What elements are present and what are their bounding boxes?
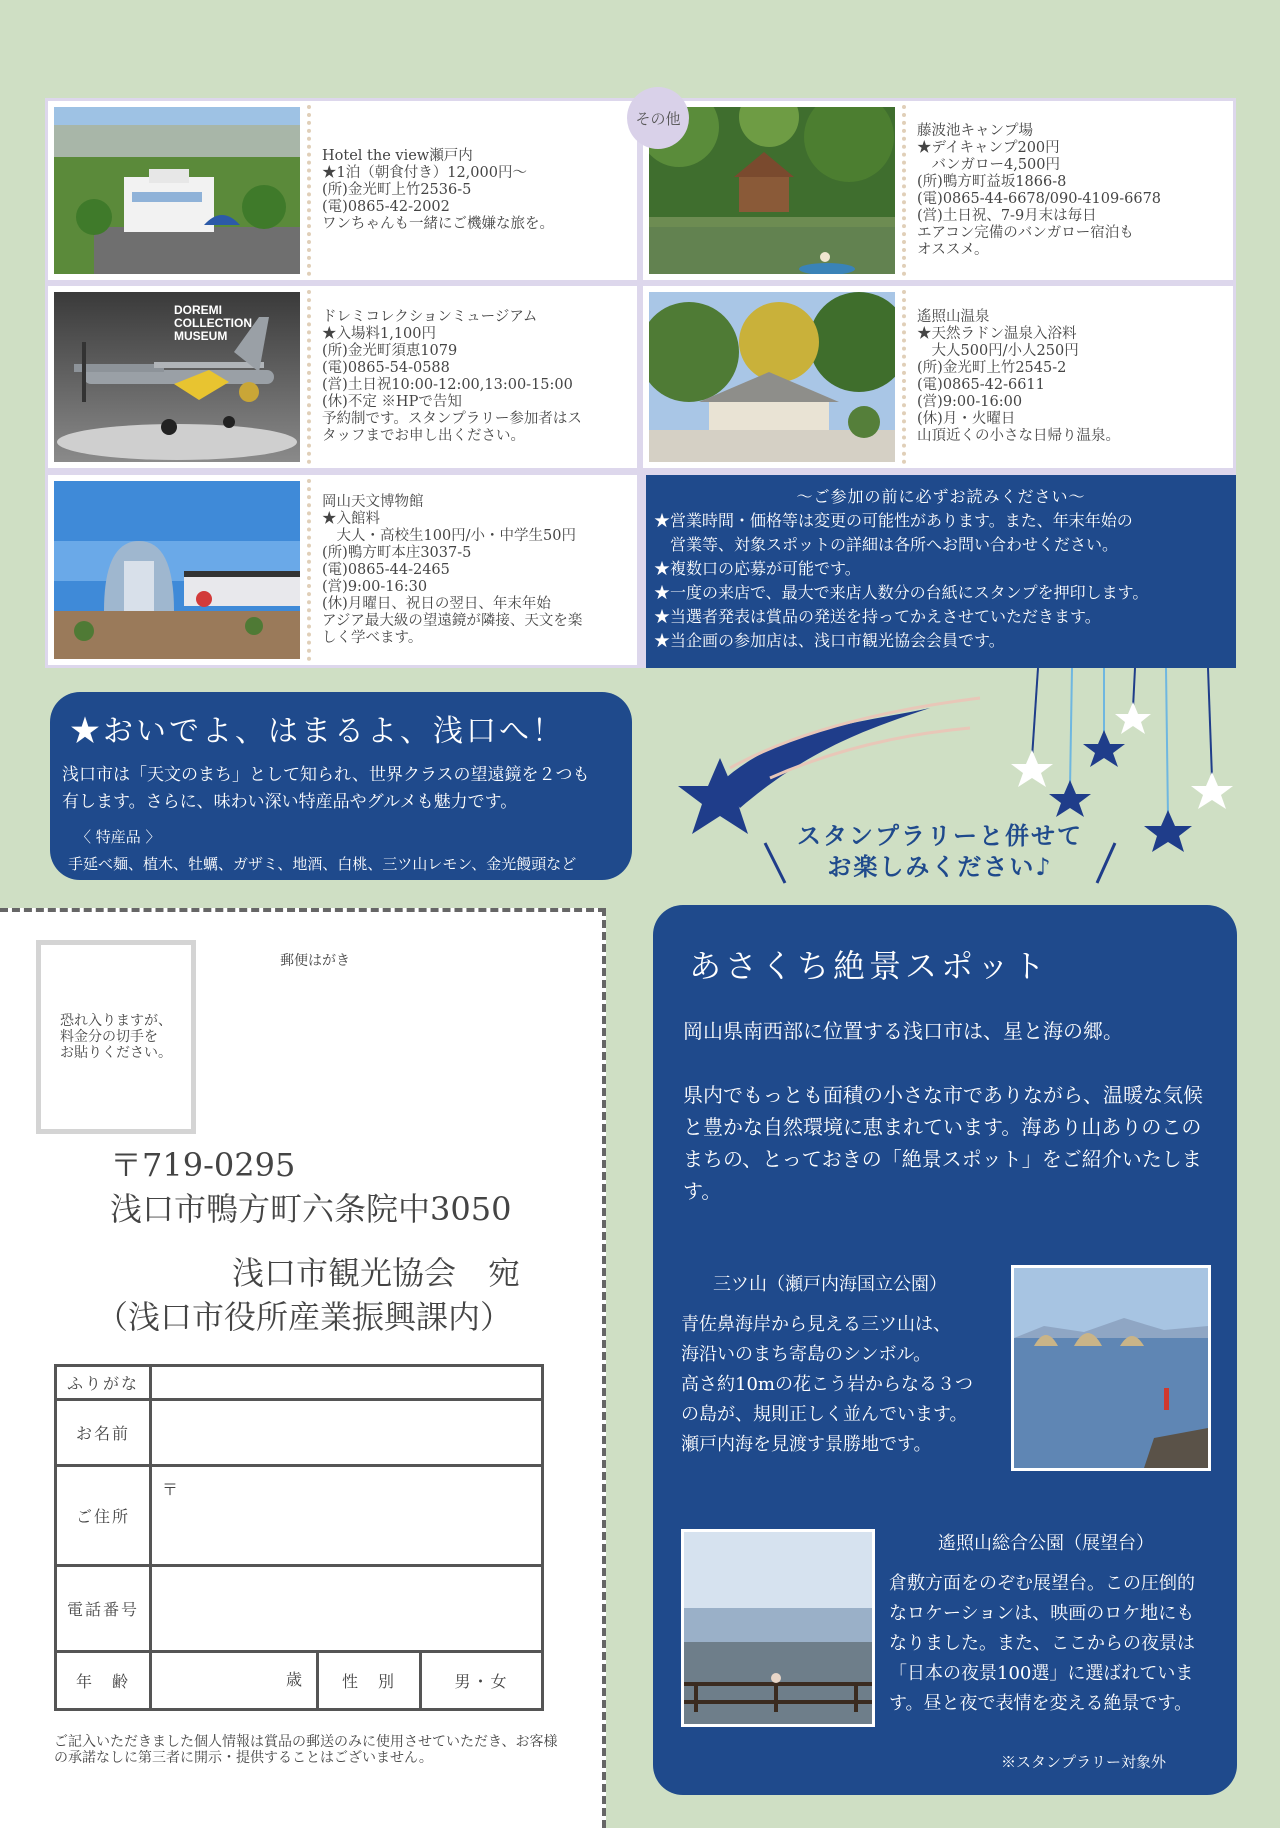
zekkei-intro-1: 岡山県南西部に位置する浅口市は、星と海の郷。 [683, 1019, 1123, 1043]
perforation [902, 290, 906, 464]
spot-info-line: (休)不定 ※HPで告知 [322, 394, 462, 410]
spot-info-hotel [322, 101, 631, 280]
spot-info-line: ★入場料1,100円 [322, 326, 437, 342]
phone-field[interactable] [151, 1566, 543, 1652]
destination-address: 浅口市鴨方町六条院中3050 [110, 1190, 512, 1228]
notice-line: ★一度の来店で、最大で来店人数分の台紙にスタンプを押印します。 [654, 583, 1149, 602]
privacy-note: ご記入いただきました個人情報は賞品の郵送のみに使用させていただき、お客様の承諾なしに第三者に開示・提供することはございません。 [54, 1734, 558, 1766]
spot-info-line: (所)鴨方町益坂1866-8 [917, 173, 1067, 190]
camp-photo [649, 107, 895, 274]
spot-info-line: (休)月・火曜日 [917, 411, 1016, 427]
notice-line: ★当選者発表は賞品の発送を持ってかえさせていただきます。 [654, 607, 1101, 626]
spot-card-onsen [643, 286, 1233, 468]
spot-info-line: (営)9:00-16:30 [322, 578, 428, 595]
spot-info-line: しく学べます。 [322, 629, 423, 646]
oideyo-box [50, 692, 632, 880]
age-unit: 歳 [285, 1670, 302, 1689]
spot-info-line: ワンちゃんも一緒にご機嫌な旅を。 [322, 216, 554, 232]
spot-card-museum [48, 286, 637, 468]
spot-info-line: (営)土日祝、7-9月末は毎日 [917, 207, 1097, 224]
onsen-photo [649, 292, 895, 462]
notice-line: ★当企画の参加店は、浅口市観光協会会員です。 [654, 631, 1005, 650]
spot-info-line: (所)金光町上竹2536-5 [322, 182, 472, 198]
spot-info-line: (電)0865-42-6611 [917, 377, 1045, 393]
mitsuyama-title: 三ツ山（瀬戸内海国立公園） [713, 1274, 947, 1295]
spot-info-line: ★デイキャンプ200円 [917, 139, 1060, 156]
spot-info-line: アジア最大級の望遠鏡が隣接、天文を楽 [322, 612, 583, 629]
perforation [307, 479, 311, 661]
applicant-form [54, 1364, 544, 1711]
address-label: ご住所 [56, 1466, 151, 1566]
perforation [902, 105, 906, 276]
spot-info-line: (電)0865-54-0588 [322, 360, 450, 376]
spot-info-line: ★入館料 [322, 510, 380, 527]
notice-line: ★複数口の応募が可能です。 [654, 559, 861, 578]
yoshozan-title: 遙照山総合公園（展望台） [938, 1533, 1154, 1554]
postcard-label: 郵便はがき [280, 953, 350, 969]
postal-mark: 〒 [162, 1480, 179, 1499]
address-field[interactable] [151, 1466, 543, 1566]
oideyo-title: ★おいでよ、はまるよ、浅口へ！ [70, 714, 565, 749]
age-label: 年 齢 [56, 1652, 151, 1710]
spot-info-line: (電)0865-44-2465 [322, 561, 450, 578]
spot-info-line: ★1泊（朝食付き）12,000円～ [322, 165, 527, 181]
spot-info-line: オススメ。 [917, 241, 989, 258]
notice-title: ～ご参加の前に必ずお読みください～ [796, 487, 1086, 506]
zekkei-intro-2: 県内でもっとも面積の小さな市でありながら、温暖な気候と豊かな自然環境に恵まれています。海あり山ありのこのまちの、とっておきの「絶景スポット」をご紹介いたします。 [683, 1083, 1203, 1203]
spot-info-onsen [917, 286, 1227, 468]
spot-info-line: 岡山天文博物館 [322, 493, 424, 510]
spot-card-camp [643, 101, 1233, 280]
museum-logo-text: DOREMI COLLECTION MUSEUM [174, 303, 252, 343]
yoshozan-photo [681, 1529, 875, 1727]
spot-info-line: 遙照山温泉 [917, 309, 990, 325]
spot-info-line: 大人500円/小人250円 [917, 343, 1079, 359]
zekkei-title: あさくち絶景スポット [689, 947, 1050, 985]
notice-box [646, 475, 1236, 668]
spot-info-line: ★天然ラドン温泉入浴料 [917, 326, 1077, 342]
age-field[interactable] [151, 1652, 318, 1710]
spot-info-line: タッフまでお申し出ください。 [322, 428, 525, 444]
spot-card-hotel [48, 101, 637, 280]
spot-info-line: Hotel the view瀬戸内 [322, 148, 473, 164]
notice-line: 営業等、対象スポットの詳細は各所へお問い合わせください。 [654, 535, 1119, 554]
sonota-badge: その他 [627, 87, 689, 149]
spot-info-line: (所)鴨方町本庄3037-5 [322, 544, 472, 561]
spot-info-astronomy [322, 475, 631, 665]
specialty-list: 手延べ麺、植木、牡蠣、ガザミ、地酒、白桃、三ツ山レモン、金光饅頭など [68, 855, 577, 873]
spot-info-line: 藤波池キャンプ場 [917, 122, 1033, 139]
spot-info-line: (休)月曜日、祝日の翌日、年末年始 [322, 595, 551, 612]
spot-info-line: (所)金光町須恵1079 [322, 343, 458, 359]
recipient-sub: （浅口市役所産業振興課内） [96, 1298, 513, 1336]
zekkei-box [653, 905, 1237, 1795]
recipient: 浅口市観光協会 宛 [232, 1254, 521, 1292]
name-field[interactable] [151, 1400, 543, 1466]
museum-photo [54, 292, 300, 462]
name-label: お名前 [56, 1400, 151, 1466]
spot-card-astronomy [48, 475, 637, 665]
notice-line: ★営業時間・価格等は変更の可能性があります。また、年末年始の [654, 511, 1133, 530]
spot-info-camp [917, 101, 1227, 280]
spot-info-line: (営)土日祝10:00-12:00,13:00-15:00 [322, 377, 573, 393]
stamp-rally-excluded-note: ※スタンプラリー対象外 [1001, 1753, 1167, 1771]
mitsuyama-photo [1011, 1265, 1211, 1471]
spot-info-line: 大人・高校生100円/小・中学生50円 [322, 527, 577, 544]
furigana-label: ふりがな [56, 1366, 151, 1400]
notice-lines [654, 509, 1228, 653]
hotel-photo [54, 107, 300, 274]
gender-field[interactable]: 男・女 [421, 1652, 543, 1710]
spot-info-line: 予約制です。スタンプラリー参加者はス [322, 411, 582, 427]
furigana-field[interactable] [151, 1366, 543, 1400]
stamp-box: 恐れ入りますが、 料金分の切手を お貼りください。 [36, 940, 196, 1134]
astronomy-photo [54, 481, 300, 659]
zekkei-intro [683, 1015, 1213, 1207]
oideyo-body: 浅口市は「天文のまち」として知られ、世界クラスの望遠鏡を２つも 有します。さらに、味わい深い特産品やグルメも魅力です。 [62, 765, 590, 812]
zip-code: 〒719-0295 [110, 1146, 296, 1184]
spot-info-line: ドレミコレクションミュージアム [322, 309, 538, 325]
spot-info-line: (営)9:00-16:00 [917, 394, 1023, 410]
spot-info-line: 山頂近くの小さな日帰り温泉。 [917, 428, 1120, 444]
spot-info-line: エアコン完備のバンガロー宿泊も [917, 224, 1134, 241]
perforation [307, 105, 311, 276]
yoshozan-text: 倉敷方面をのぞむ展望台。この圧倒的 なロケーションは、映画のロケ地にも なりました。また、ここからの夜景は 「日本の夜景100選」に選ばれていま す。昼と夜で表情を変える絶景です。 [889, 1573, 1195, 1714]
postcard [0, 908, 606, 1828]
spot-info-line: (電)0865-42-2002 [322, 199, 450, 215]
spot-info-line: バンガロー4,500円 [917, 156, 1061, 173]
mitsuyama-text: 青佐鼻海岸から見える三ツ山は、 海沿いのまち寄島のシンボル。 高さ約10mの花こう岩からなる３つ の島が、規則正しく並んでいます。 瀬戸内海を見渡す景勝地です。 [681, 1314, 973, 1455]
phone-label: 電話番号 [56, 1566, 151, 1652]
stamp-message: スタンプラリーと併せて お楽しみください♪ [797, 821, 1083, 881]
spot-info-line: (所)金光町上竹2545-2 [917, 360, 1067, 376]
specialty-heading: 〈 特産品 〉 [76, 828, 161, 846]
spot-info-museum [322, 286, 631, 468]
gender-label: 性 別 [318, 1652, 421, 1710]
spot-info-line: (電)0865-44-6678/090-4109-6678 [917, 190, 1162, 207]
perforation [307, 290, 311, 464]
